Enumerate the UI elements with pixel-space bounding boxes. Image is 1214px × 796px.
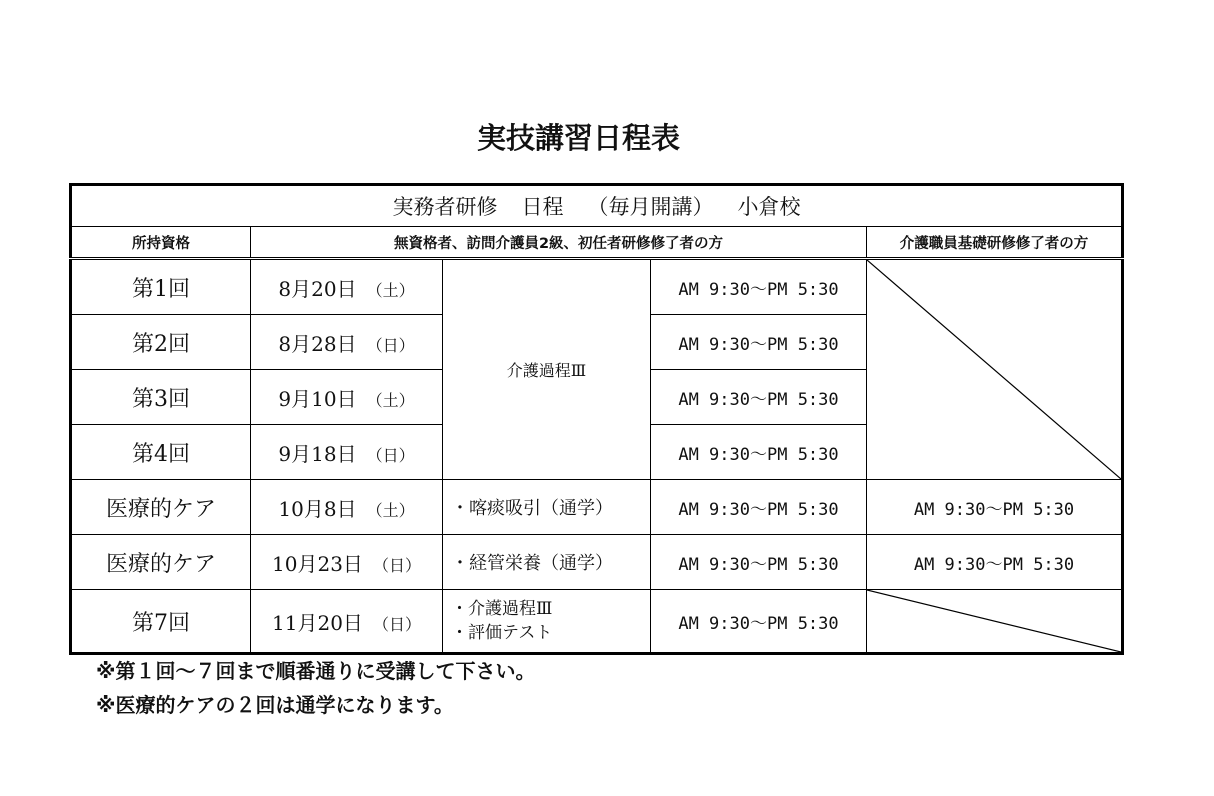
session-date [251,535,443,590]
time-range-group-b: AM 9:30〜PM 5:30 [867,535,1123,590]
course-cell: 介護過程Ⅲ [443,259,651,480]
round-label: 第3回 [71,370,251,425]
weekday: （土） [366,280,415,300]
diagonal-strike [867,260,1121,479]
page-title: 実技講習日程表 [476,121,680,155]
weekday: （土） [366,390,415,410]
session-date [251,315,443,370]
round-label: 医療的ケア [71,535,251,590]
schedule-label: 日程 [521,195,564,219]
campus-name: 小倉校 [737,195,801,219]
table-row [71,535,1123,590]
round-label: 第1回 [71,259,251,315]
date-text: 8月20日 [278,276,357,301]
column-header-qualification: 所持資格 [71,227,251,259]
time-range: AM 9:30〜PM 5:30 [651,425,867,480]
table-row [71,590,1123,654]
round-label: 第7回 [71,590,251,654]
table-row [71,259,1123,315]
session-date [251,590,443,654]
not-applicable-cell [867,590,1123,654]
weekday: （日） [366,445,415,465]
date-text: 11月20日 [272,610,363,635]
session-date [251,370,443,425]
notes [96,654,535,722]
session-date [251,480,443,535]
column-header-group-a: 無資格者、訪問介護員2級、初任者研修修了者の方 [251,227,867,259]
frequency-label: （毎月開講） [587,195,714,219]
round-label: 医療的ケア [71,480,251,535]
time-range: AM 9:30〜PM 5:30 [651,535,867,590]
time-range: AM 9:30〜PM 5:30 [651,370,867,425]
weekday: （日） [366,335,415,355]
course-line: ・介護過程Ⅲ [451,599,553,619]
course-cell [443,590,651,654]
session-date [251,425,443,480]
date-text: 9月18日 [278,441,357,466]
schedule-header-row [71,185,1123,227]
weekday: （日） [372,614,421,634]
table-row [71,480,1123,535]
time-range: AM 9:30〜PM 5:30 [651,480,867,535]
date-text: 9月10日 [278,386,357,411]
time-range: AM 9:30〜PM 5:30 [651,315,867,370]
not-applicable-cell [867,259,1123,480]
note-line: ※第１回〜７回まで順番通りに受講して下さい。 [96,659,536,683]
weekday: （日） [372,555,421,575]
date-text: 10月8日 [278,496,357,521]
diagonal-strike [867,590,1121,652]
schedule-header [71,185,1123,227]
round-label: 第4回 [71,425,251,480]
date-text: 10月23日 [272,551,363,576]
column-header-row [71,227,1123,259]
time-range: AM 9:30〜PM 5:30 [651,259,867,315]
weekday: （土） [366,500,415,520]
course-line: ・評価テスト [451,623,553,643]
course-name: 実務者研修 [392,195,498,219]
date-text: 8月28日 [278,331,357,356]
schedule-table [69,183,1124,655]
note-line: ※医療的ケアの２回は通学になります。 [96,693,454,717]
time-range-group-b: AM 9:30〜PM 5:30 [867,480,1123,535]
course-cell: ・経管栄養（通学） [443,535,651,590]
time-range: AM 9:30〜PM 5:30 [651,590,867,654]
session-date [251,259,443,315]
column-header-group-b: 介護職員基礎研修修了者の方 [867,227,1123,259]
course-cell: ・喀痰吸引（通学） [443,480,651,535]
round-label: 第2回 [71,315,251,370]
